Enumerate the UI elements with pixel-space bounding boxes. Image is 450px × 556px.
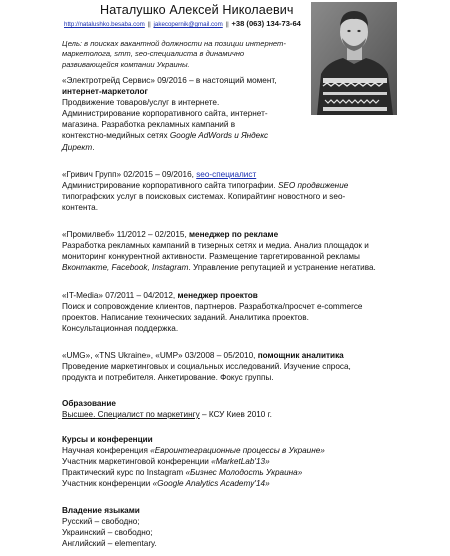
job-title: менеджер проектов — [177, 291, 258, 300]
education-section — [62, 398, 397, 420]
education-degree: Высшее. Специалист по маркетингу — [62, 410, 200, 420]
job-desc-text: Администрирование корпоративного сайта типографии. — [62, 181, 278, 191]
job-desc-line: контента. — [62, 203, 98, 213]
job-desc-text: контекстно-медийных сетях — [62, 131, 170, 141]
job-title: помощник аналитика — [257, 351, 344, 360]
job-company: «Промилвеб» 11/2012 – 02/2015, — [62, 230, 189, 239]
job-desc-text: . Управление репутацией и устранение негатива. — [188, 263, 376, 273]
job-company: «UMG», «TNS Ukraine», «UMP» 03/2008 – 05/2010, — [62, 351, 258, 360]
job-desc-line: мониторинг конкурентной активности. Размещение таргетированной рекламы — [62, 252, 360, 262]
job-desc-line: Продвижение товаров/услуг в интернете. — [62, 98, 220, 108]
separator: || — [147, 21, 151, 28]
job-desc-line: Консультационная поддержка. — [62, 324, 179, 334]
job-desc-line: Поиск и сопровождение клиентов, партнеров. Разработка/просчет e-commerce — [62, 302, 363, 312]
course-text: Научная конференция — [62, 446, 151, 456]
job-entry-1 — [62, 75, 397, 153]
section-title: Владение языками — [62, 506, 140, 515]
job-company: «IT-Media» 07/2011 – 04/2012, — [62, 291, 178, 300]
job-entry-2 — [62, 169, 397, 213]
job-desc-line: проектов. Написание технических заданий. Аналитика проектов. — [62, 313, 309, 323]
languages-section — [62, 505, 397, 549]
job-desc-italic: SEO продвижение — [277, 181, 349, 191]
job-desc-line: Разработка рекламных кампаний в тизерных сетях и медиа. Анализ площадок и — [62, 241, 369, 251]
career-goal: Цель: в поисках вакантной должности на позиции интернет-маркетолога, smm, seo-специалиста в динамично развивающейся компании Украины. — [62, 39, 286, 69]
job-entry-4 — [62, 290, 397, 334]
job-entry-3 — [62, 229, 397, 273]
contact-line — [64, 19, 301, 28]
job-entry-5 — [62, 350, 397, 383]
job-desc-line: Администрирование корпоративного сайта, интернет- — [62, 109, 268, 119]
course-text: Участник конференции — [62, 479, 153, 489]
job-title: интернет-маркетолог — [62, 87, 148, 97]
course-text: Практический курс по Instagram — [62, 468, 186, 478]
job-desc-italic: Вконтакте, Facebook, Instagram — [62, 263, 189, 273]
courses-section — [62, 434, 397, 489]
section-title: Образование — [62, 399, 116, 408]
job-title-link[interactable]: seo-специалист — [196, 170, 257, 179]
job-desc-line: продукта и потребителя. Анкетирование. Фокус группы. — [62, 373, 274, 383]
language-item: Украинский – свободно; — [62, 528, 153, 538]
job-title: менеджер по рекламе — [189, 230, 279, 239]
course-text: Участник маркетинговой конференции — [62, 457, 212, 467]
course-name: «Бизнес Молодость Украина» — [185, 468, 303, 478]
language-item: Английский – elementary. — [62, 539, 157, 549]
phone-number: +38 (063) 134-73-64 — [231, 19, 301, 28]
job-desc-line: Проведение маркетинговых и социальных исследований. Изучение спроса, — [62, 362, 351, 372]
section-title: Курсы и конференции — [62, 435, 153, 444]
course-name: «Евроинтеграционные процессы в Украине» — [150, 446, 325, 456]
course-name: «Google Analytics Academy'14» — [152, 479, 270, 489]
job-company: «Электротрейд Сервис» 09/2016 – в настоящий момент, — [62, 76, 277, 85]
job-desc-italic: Директ — [62, 142, 93, 152]
language-item: Русский – свободно; — [62, 517, 140, 527]
website-link[interactable]: http://natalushko.besaba.com — [64, 21, 145, 28]
separator: || — [225, 21, 229, 28]
education-rest: – КСУ Киев 2010 г. — [199, 410, 272, 420]
job-desc-line: магазина. Разработка рекламных кампаний в — [62, 120, 236, 130]
course-name: «MarketLab'13» — [211, 457, 270, 467]
job-desc-text: . — [92, 142, 95, 152]
person-name: Наталушко Алексей Николаевич — [100, 3, 294, 17]
job-desc-italic: Google AdWords и Яндекс — [169, 131, 269, 141]
job-company: «Гривич Групп» 02/2015 – 09/2016, — [62, 170, 197, 179]
email-link[interactable]: jakecopernik@gmail.com — [153, 21, 223, 28]
job-desc-line: типографских услуг в поисковых системах. Копирайтинг новостного и seo- — [62, 192, 346, 202]
